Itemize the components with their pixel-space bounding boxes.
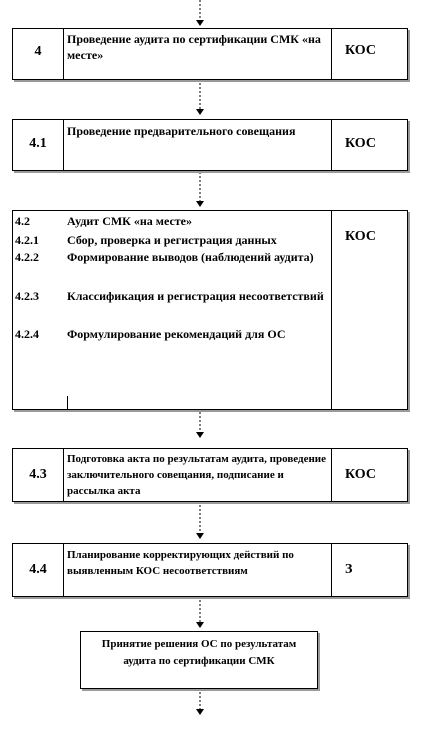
step-role: З — [345, 562, 353, 577]
final-decision-text: Принятие решения ОС по результатам аудита по сертификации СМК — [101, 638, 297, 667]
step-4-2-box — [12, 210, 408, 410]
step-number: 4.1 — [29, 136, 47, 151]
substep-number: 4.2.4 — [15, 327, 39, 341]
arrowhead-icon — [196, 533, 204, 539]
step-role: КОС — [345, 136, 376, 151]
substep-number: 4.2 — [15, 214, 30, 228]
step-role: КОС — [345, 467, 376, 482]
arrowhead-icon — [196, 20, 204, 26]
substep-number: 4.2.3 — [15, 289, 39, 303]
divider — [331, 449, 332, 501]
divider — [331, 120, 332, 170]
final-decision-box — [80, 631, 318, 689]
substep-number: 4.2.2 — [15, 250, 39, 264]
step-text: Подготовка акта по результатам аудита, проведение заключительного совещания, подписание и рассылка акта — [67, 453, 327, 497]
step-number: 4.3 — [29, 467, 47, 482]
substep-text: Классификация и регистрация несоответствий — [67, 289, 324, 303]
divider — [331, 29, 332, 79]
divider — [63, 449, 64, 501]
divider — [63, 29, 64, 79]
substep-text: Сбор, проверка и регистрация данных — [67, 233, 277, 247]
substep-row — [15, 326, 331, 360]
substep-row — [15, 213, 331, 229]
step-role: КОС — [345, 43, 376, 58]
substep-text: Аудит СМК «на месте» — [67, 214, 192, 228]
step-4-1-box — [12, 119, 408, 171]
step-text: Планирование корректирующих действий по выявленным КОС несоответствиям — [67, 549, 294, 577]
substep-text: Формирование выводов (наблюдений аудита) — [67, 250, 314, 264]
step-number: 4 — [34, 44, 42, 59]
substep-text: Формулирование рекомендаций для ОС — [67, 327, 286, 341]
arrowhead-icon — [196, 622, 204, 628]
divider-stub — [67, 396, 68, 409]
step-text: Проведение аудита по сертификации СМК «на месте» — [67, 32, 321, 62]
step-4-box — [12, 28, 408, 80]
divider — [63, 120, 64, 170]
step-4-3-box — [12, 448, 408, 502]
substep-row — [15, 232, 331, 248]
step-role: КОС — [345, 229, 376, 244]
arrowhead-icon — [196, 709, 204, 715]
step-number: 4.4 — [29, 562, 47, 577]
substep-row — [15, 249, 331, 283]
step-4-4-box — [12, 543, 408, 597]
divider — [331, 544, 332, 596]
arrowhead-icon — [196, 432, 204, 438]
substep-number: 4.2.1 — [15, 233, 39, 247]
divider — [63, 544, 64, 596]
step-text: Проведение предварительного совещания — [67, 124, 296, 138]
substep-row — [15, 288, 331, 322]
arrowhead-icon — [196, 109, 204, 115]
arrowhead-icon — [196, 201, 204, 207]
